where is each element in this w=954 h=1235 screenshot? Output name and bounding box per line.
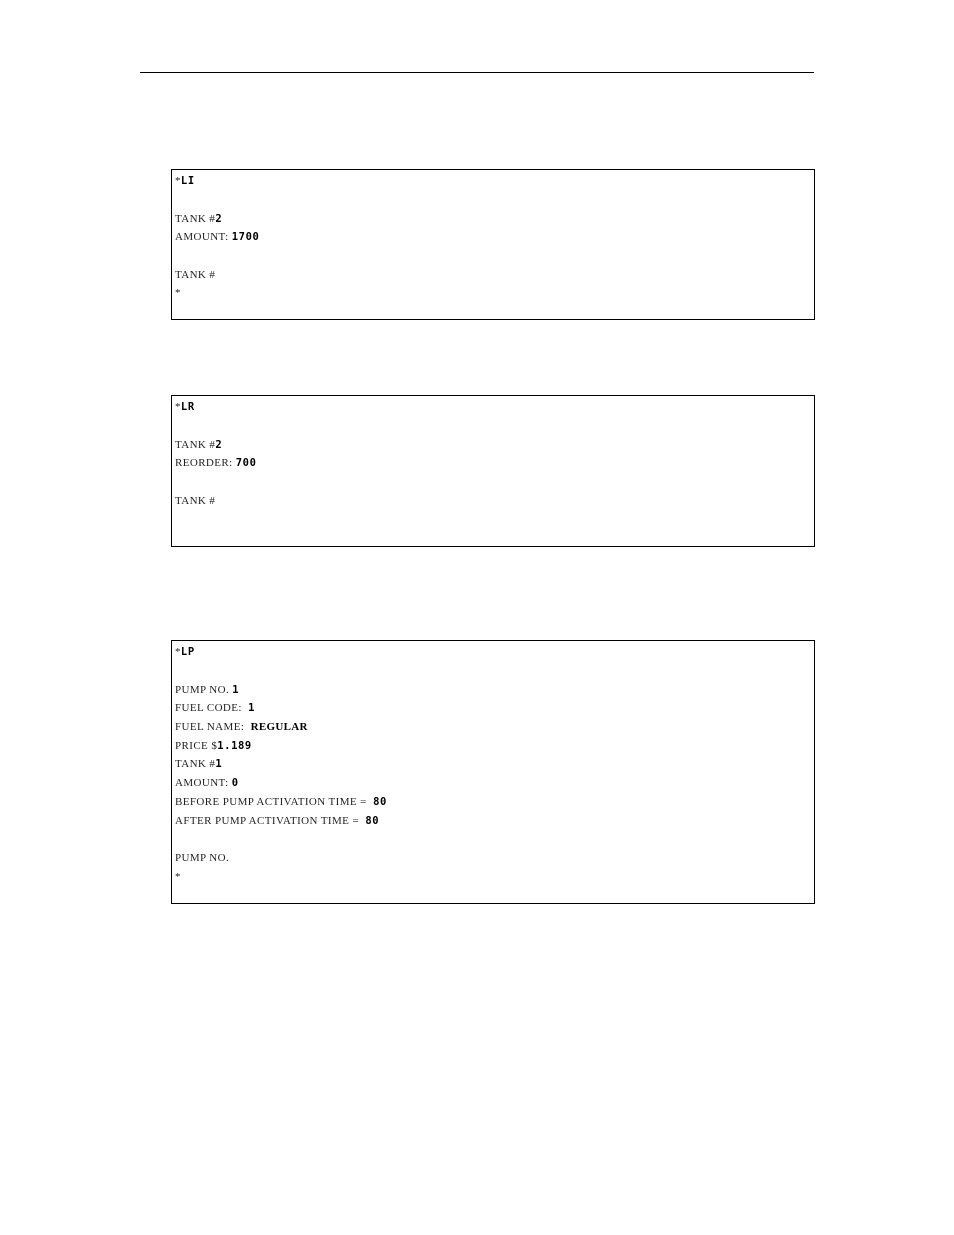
amount-value: 0 bbox=[231, 777, 239, 789]
command-text: LI bbox=[180, 175, 195, 187]
fuel-name-line bbox=[175, 719, 308, 735]
amount-label: AMOUNT: bbox=[175, 777, 232, 789]
reorder-value: 700 bbox=[235, 457, 257, 469]
terminal-screen-list-pump bbox=[171, 640, 815, 904]
amount-value: 1700 bbox=[231, 231, 260, 243]
price-label: PRICE $ bbox=[175, 740, 218, 752]
before-activation-line bbox=[175, 794, 387, 810]
tank-value: 1 bbox=[215, 758, 223, 770]
amount-line bbox=[175, 229, 259, 245]
tank-label: TANK # bbox=[175, 439, 216, 451]
fuel-code-value: 1 bbox=[248, 702, 256, 714]
command-line bbox=[175, 399, 195, 415]
tank-line bbox=[175, 211, 222, 227]
tank-value: 2 bbox=[215, 439, 223, 451]
before-activation-value: 80 bbox=[373, 796, 387, 808]
command-text: LR bbox=[180, 401, 195, 413]
amount-label: AMOUNT: bbox=[175, 231, 232, 243]
tank-label: TANK # bbox=[175, 213, 216, 225]
fuel-name-label: FUEL NAME: bbox=[175, 721, 251, 733]
tank-line bbox=[175, 437, 222, 453]
tank-value: 2 bbox=[215, 213, 223, 225]
after-activation-label: AFTER PUMP ACTIVATION TIME = bbox=[175, 815, 366, 827]
price-line bbox=[175, 738, 252, 754]
tank-prompt: TANK # bbox=[175, 495, 216, 507]
tank-prompt: TANK # bbox=[175, 269, 216, 281]
price-value: 1.189 bbox=[217, 740, 252, 752]
fuel-code-label: FUEL CODE: bbox=[175, 702, 249, 714]
tank-line bbox=[175, 756, 222, 772]
command-prompt: * bbox=[175, 646, 181, 658]
pump-no-label: PUMP NO. bbox=[175, 684, 233, 696]
terminal-screen-list-inventory bbox=[171, 169, 815, 320]
terminal-screen-list-reorder bbox=[171, 395, 815, 547]
command-prompt: * bbox=[175, 175, 181, 187]
page-header-rule bbox=[140, 72, 814, 73]
command-prompt: * bbox=[175, 401, 181, 413]
before-activation-label: BEFORE PUMP ACTIVATION TIME = bbox=[175, 796, 374, 808]
command-line bbox=[175, 644, 195, 660]
amount-line bbox=[175, 775, 239, 791]
after-activation-value: 80 bbox=[365, 815, 380, 827]
fuel-code-line bbox=[175, 700, 255, 716]
tank-label: TANK # bbox=[175, 758, 216, 770]
reorder-line bbox=[175, 455, 257, 471]
fuel-name-value: REGULAR bbox=[250, 721, 308, 733]
end-prompt: * bbox=[175, 871, 181, 883]
after-activation-line bbox=[175, 813, 379, 829]
command-line bbox=[175, 173, 195, 189]
pump-no-value: 1 bbox=[232, 684, 240, 696]
reorder-label: REORDER: bbox=[175, 457, 236, 469]
end-prompt: * bbox=[175, 287, 181, 299]
pump-no-prompt: PUMP NO. bbox=[175, 852, 230, 864]
command-text: LP bbox=[180, 646, 195, 658]
pump-no-line bbox=[175, 682, 239, 698]
